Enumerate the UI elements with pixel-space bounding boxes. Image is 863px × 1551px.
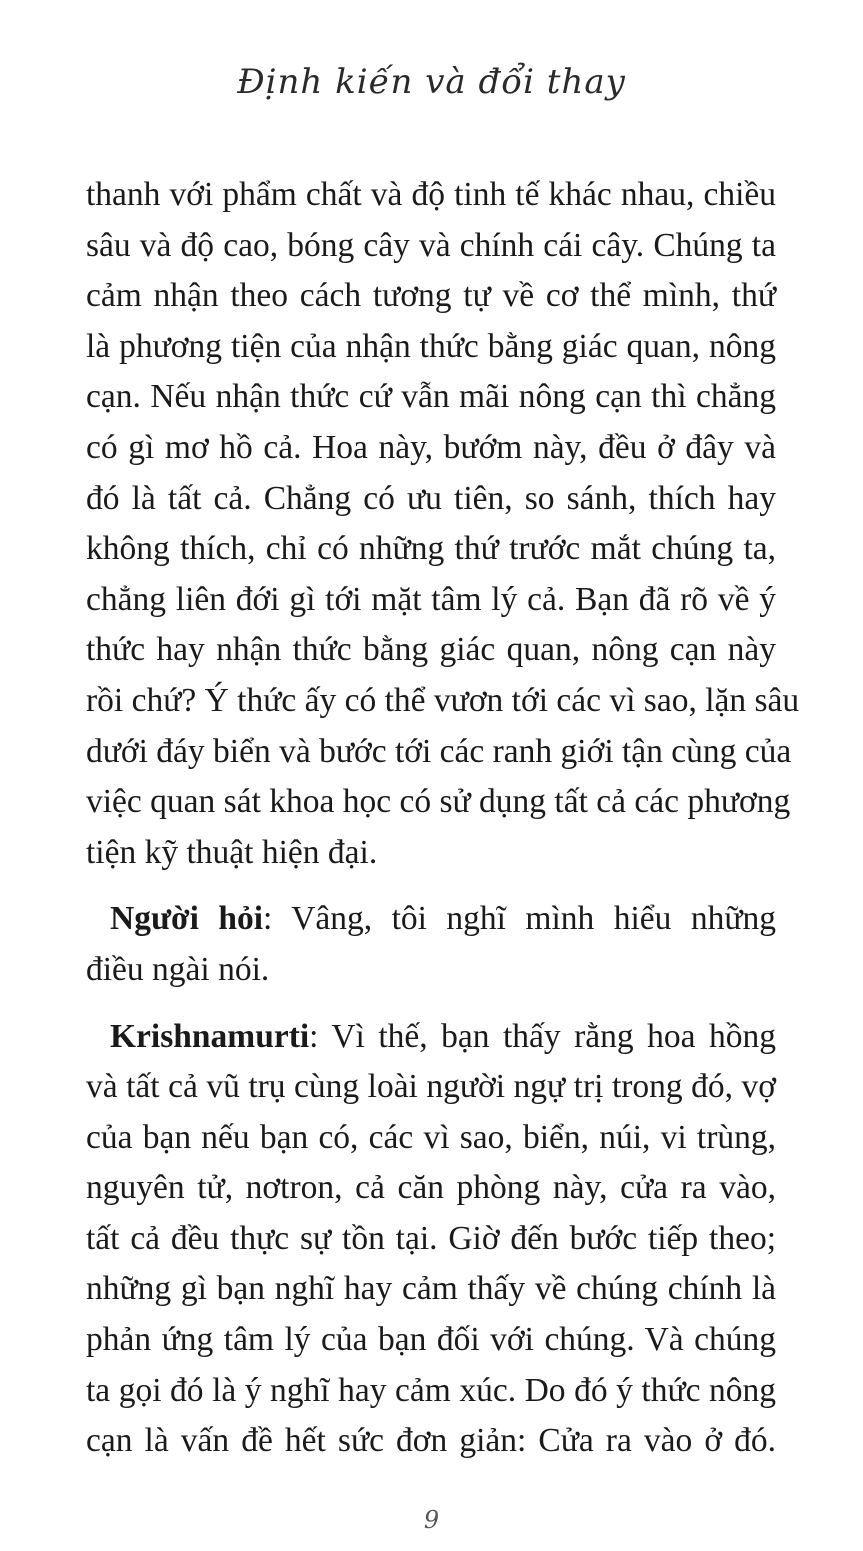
text-line: thanh với phẩm chất và độ tinh tế khác nhau, chiều: [86, 176, 776, 213]
paragraph-questioner: [86, 894, 776, 995]
text-line: cảm nhận theo cách tương tự về cơ thể mình, thứ: [86, 277, 776, 315]
text-line: chẳng liên đới gì tới mặt tâm lý cả. Bạn đã rõ về ý: [86, 580, 776, 618]
page-body: [86, 170, 800, 1467]
dialogue-first-line: [86, 894, 776, 945]
text-line: thức hay nhận thức bằng giác quan, nông cạn này: [86, 631, 776, 669]
text-line: cạn. Nếu nhận thức cứ vẫn mãi nông cạn thì chẳng: [86, 378, 776, 416]
speaker-label: Krishnamurti: [110, 1017, 310, 1055]
dialogue-text: : Vâng, tôi nghĩ mình hiểu những: [263, 900, 776, 938]
text-line: có gì mơ hồ cả. Hoa này, bướm này, đều ở đây và: [86, 428, 776, 466]
text-line: đó là tất cả. Chẳng có ưu tiên, so sánh, thích hay: [86, 479, 776, 517]
text-line: của bạn nếu bạn có, các vì sao, biển, núi, vi trùng,: [86, 1118, 776, 1156]
paragraph-continuation: [86, 170, 800, 878]
paragraph-gap: [86, 996, 776, 1012]
text-line: và tất cả vũ trụ cùng loài người ngự trị trong đó, vợ: [86, 1068, 776, 1106]
speaker-label: Người hỏi: [110, 900, 264, 938]
text-line: không thích, chỉ có những thứ trước mắt chúng ta,: [86, 530, 776, 568]
text-line: là phương tiện của nhận thức bằng giác quan, nông: [86, 327, 776, 365]
text-line: những gì bạn nghĩ hay cảm thấy về chúng chính là: [86, 1270, 776, 1308]
text-line: ta gọi đó là ý nghĩ hay cảm xúc. Do đó ý thức nông: [86, 1371, 776, 1409]
paragraph-krishnamurti: [86, 1012, 776, 1467]
text-line: điều ngài nói.: [86, 950, 270, 988]
page-number: 9: [423, 1506, 440, 1534]
text-line: sâu và độ cao, bóng cây và chính cái cây. Chúng ta: [86, 226, 776, 264]
text-line: tất cả đều thực sự tồn tại. Giờ đến bước tiếp theo;: [86, 1219, 776, 1257]
text-line: rồi chứ? Ý thức ấy có thể vươn tới các vì sao, lặn sâu: [86, 681, 800, 719]
dialogue-text: : Vì thế, bạn thấy rằng hoa hồng: [309, 1017, 776, 1055]
text-line: việc quan sát khoa học có sử dụng tất cả các phương: [86, 783, 791, 821]
text-line: tiện kỹ thuật hiện đại.: [86, 833, 378, 871]
paragraph-gap: [86, 878, 776, 894]
running-header-title: Định kiến và đổi thay: [237, 62, 626, 102]
text-line: cạn là vấn đề hết sức đơn giản: Cửa ra vào ở đó.: [86, 1422, 776, 1460]
text-line: nguyên tử, nơtron, cả căn phòng này, cửa ra vào,: [86, 1169, 776, 1207]
dialogue-first-line: [86, 1012, 776, 1063]
text-line: phản ứng tâm lý của bạn đối với chúng. Và chúng: [86, 1321, 776, 1359]
text-line: dưới đáy biển và bước tới các ranh giới tận cùng của: [86, 732, 792, 770]
